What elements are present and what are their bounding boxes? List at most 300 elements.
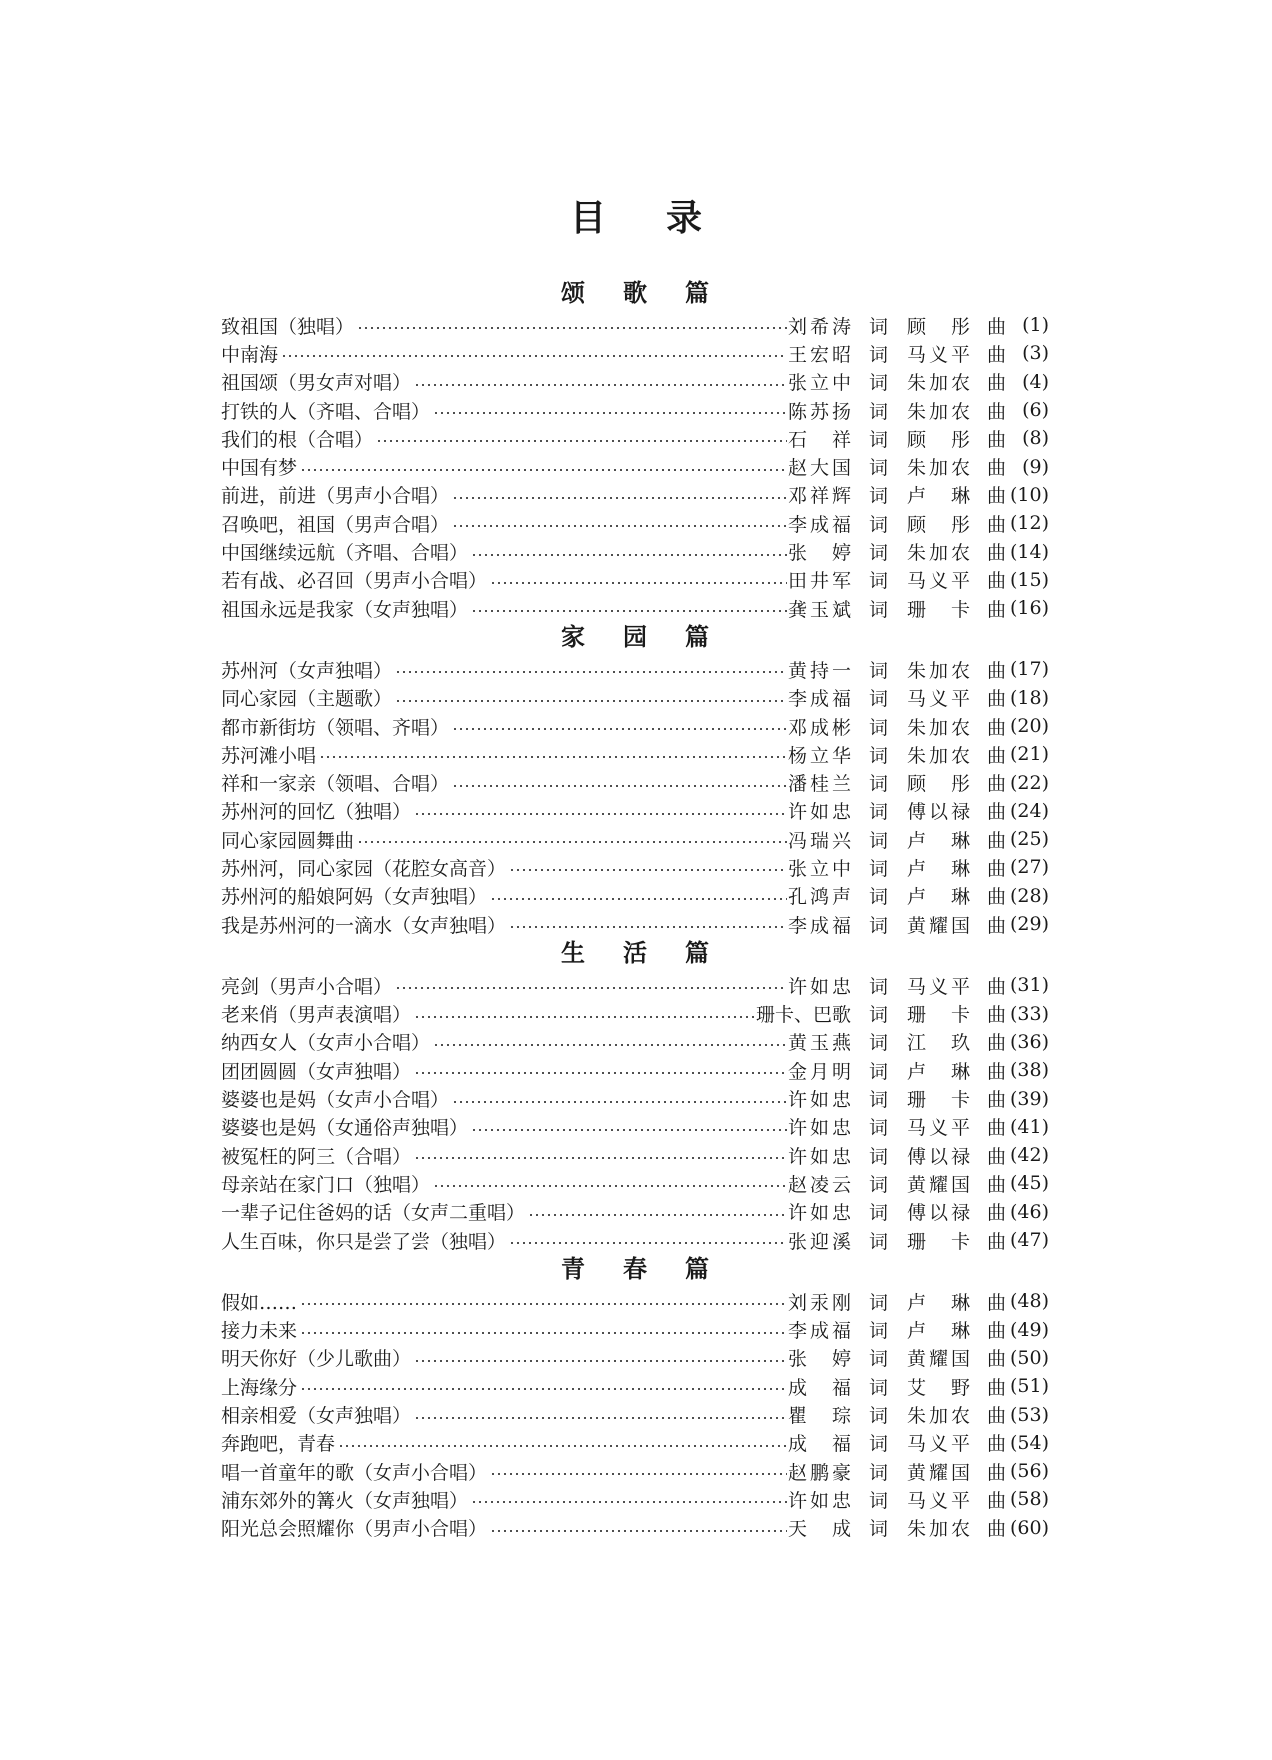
composer: 珊卡 bbox=[907, 598, 970, 621]
lyrics-label: 词 bbox=[869, 716, 889, 739]
toc-entry bbox=[221, 1169, 1049, 1197]
lyricist: 黄持一 bbox=[788, 659, 851, 682]
dot-leader bbox=[452, 496, 787, 500]
page-number: (50) bbox=[1009, 1346, 1049, 1369]
page-number: (17) bbox=[1009, 658, 1049, 681]
lyricist: 李成福 bbox=[788, 914, 851, 937]
dot-leader bbox=[414, 383, 787, 387]
music-label: 曲 bbox=[987, 1032, 1007, 1055]
song-title: 亮剑（男声小合唱） bbox=[221, 975, 393, 998]
page-number: (36) bbox=[1009, 1030, 1049, 1053]
page-number: (60) bbox=[1009, 1516, 1049, 1539]
section-heading: 颂歌篇 bbox=[561, 278, 747, 307]
song-title: 致祖国（独唱） bbox=[221, 315, 355, 338]
dot-leader bbox=[509, 1241, 787, 1245]
composer: 卢琳 bbox=[907, 829, 970, 852]
page-number: (41) bbox=[1009, 1115, 1049, 1138]
composer: 朱加农 bbox=[907, 542, 970, 565]
page-number: (46) bbox=[1009, 1200, 1049, 1223]
dot-leader bbox=[357, 326, 787, 330]
lyrics-label: 词 bbox=[869, 744, 889, 767]
dot-leader bbox=[433, 1043, 787, 1047]
lyricist: 赵凌云 bbox=[788, 1173, 851, 1196]
music-label: 曲 bbox=[987, 1060, 1007, 1083]
page-number: (21) bbox=[1009, 743, 1049, 766]
toc-entry bbox=[221, 1316, 1049, 1344]
dot-leader bbox=[319, 755, 787, 759]
composer: 卢琳 bbox=[907, 1291, 970, 1314]
composer: 卢琳 bbox=[907, 1060, 970, 1083]
toc-entry bbox=[221, 1485, 1049, 1513]
composer: 江玖 bbox=[907, 1032, 970, 1055]
toc-entry bbox=[221, 1198, 1049, 1226]
music-label: 曲 bbox=[987, 773, 1007, 796]
music-label: 曲 bbox=[987, 1117, 1007, 1140]
page-number: (33) bbox=[1009, 1002, 1049, 1025]
lyrics-label: 词 bbox=[869, 1004, 889, 1027]
toc-entry bbox=[221, 509, 1049, 537]
lyricist: 成福 bbox=[788, 1433, 851, 1456]
music-label: 曲 bbox=[987, 1145, 1007, 1168]
lyricist: 李成福 bbox=[788, 513, 851, 536]
page-number: (47) bbox=[1009, 1229, 1049, 1252]
song-title: 奔跑吧，青春 bbox=[221, 1433, 336, 1456]
composer: 马义平 bbox=[907, 1433, 970, 1456]
composer: 黄耀国 bbox=[907, 1461, 970, 1484]
lyrics-label: 词 bbox=[869, 801, 889, 824]
song-title: 假如…… bbox=[221, 1291, 298, 1314]
composer: 朱加农 bbox=[907, 1405, 970, 1428]
page-number: (24) bbox=[1009, 799, 1049, 822]
dot-leader bbox=[433, 411, 787, 415]
section-heading: 青春篇 bbox=[561, 1254, 747, 1284]
lyricist: 许如忠 bbox=[788, 975, 851, 998]
toc-entry bbox=[221, 1226, 1049, 1254]
music-label: 曲 bbox=[987, 598, 1007, 621]
lyrics-label: 词 bbox=[869, 485, 889, 508]
toc-entry bbox=[221, 712, 1049, 740]
song-title: 母亲站在家门口（独唱） bbox=[221, 1173, 431, 1196]
page-number: (51) bbox=[1009, 1375, 1049, 1398]
lyrics-label: 词 bbox=[869, 659, 889, 682]
music-label: 曲 bbox=[987, 1461, 1007, 1484]
lyrics-label: 词 bbox=[869, 1348, 889, 1371]
lyrics-label: 词 bbox=[869, 372, 889, 395]
lyrics-label: 词 bbox=[869, 688, 889, 711]
toc-entry bbox=[221, 910, 1049, 938]
dot-leader bbox=[452, 784, 787, 788]
lyricist: 陈苏扬 bbox=[788, 400, 851, 423]
dot-leader bbox=[490, 1529, 787, 1533]
lyricist: 许如忠 bbox=[788, 801, 851, 824]
dot-leader bbox=[300, 1302, 787, 1306]
song-title: 苏河滩小唱 bbox=[221, 744, 317, 767]
page-number: (48) bbox=[1009, 1290, 1049, 1313]
toc-entry bbox=[221, 797, 1049, 825]
lyricist: 珊卡、巴歌 bbox=[755, 1004, 851, 1027]
lyricist: 邓成彬 bbox=[788, 716, 851, 739]
music-label: 曲 bbox=[987, 744, 1007, 767]
lyricist: 许如忠 bbox=[788, 1202, 851, 1225]
song-title: 我们的根（合唱） bbox=[221, 428, 374, 451]
dot-leader bbox=[414, 812, 787, 816]
song-title: 前进，前进（男声小合唱） bbox=[221, 485, 450, 508]
dot-leader bbox=[452, 727, 787, 731]
page-number: (9) bbox=[1022, 455, 1049, 478]
composer: 马义平 bbox=[907, 1489, 970, 1512]
music-label: 曲 bbox=[987, 570, 1007, 593]
dot-leader bbox=[471, 1500, 787, 1504]
toc-entry bbox=[221, 1514, 1049, 1542]
composer: 卢琳 bbox=[907, 886, 970, 909]
toc-entry bbox=[221, 594, 1049, 622]
song-title: 中国继续远航（齐唱、合唱） bbox=[221, 542, 469, 565]
toc-entry bbox=[221, 452, 1049, 480]
music-label: 曲 bbox=[987, 513, 1007, 536]
lyrics-label: 词 bbox=[869, 1433, 889, 1456]
composer: 顾彤 bbox=[907, 773, 970, 796]
composer: 卢琳 bbox=[907, 485, 970, 508]
lyrics-label: 词 bbox=[869, 1320, 889, 1343]
toc-entry bbox=[221, 1400, 1049, 1428]
composer: 马义平 bbox=[907, 1117, 970, 1140]
composer: 马义平 bbox=[907, 688, 970, 711]
song-title: 浦东郊外的篝火（女声独唱） bbox=[221, 1489, 469, 1512]
lyrics-label: 词 bbox=[869, 1117, 889, 1140]
page-number: (27) bbox=[1009, 856, 1049, 879]
song-title: 同心家园（主题歌） bbox=[221, 688, 393, 711]
lyrics-label: 词 bbox=[869, 1230, 889, 1253]
composer: 珊卡 bbox=[907, 1089, 970, 1112]
lyricist: 李成福 bbox=[788, 1320, 851, 1343]
music-label: 曲 bbox=[987, 1348, 1007, 1371]
dot-leader bbox=[452, 524, 787, 528]
page-number: (25) bbox=[1009, 828, 1049, 851]
lyricist: 石祥 bbox=[788, 428, 851, 451]
page-number: (14) bbox=[1009, 540, 1049, 563]
dot-leader bbox=[414, 1015, 755, 1019]
dot-leader bbox=[509, 868, 787, 872]
toc-entry bbox=[221, 768, 1049, 796]
dot-leader bbox=[490, 897, 787, 901]
composer: 黄耀国 bbox=[907, 1173, 970, 1196]
music-label: 曲 bbox=[987, 315, 1007, 338]
composer: 马义平 bbox=[907, 975, 970, 998]
page-number: (3) bbox=[1022, 342, 1049, 365]
dot-leader bbox=[490, 581, 787, 585]
dot-leader bbox=[471, 553, 787, 557]
lyrics-label: 词 bbox=[869, 570, 889, 593]
toc-entry bbox=[221, 825, 1049, 853]
lyrics-label: 词 bbox=[869, 1376, 889, 1399]
lyricist: 杨立华 bbox=[788, 744, 851, 767]
lyricist: 王宏昭 bbox=[788, 343, 851, 366]
dot-leader bbox=[395, 986, 787, 990]
music-label: 曲 bbox=[987, 1518, 1007, 1541]
music-label: 曲 bbox=[987, 801, 1007, 824]
song-title: 中南海 bbox=[221, 343, 279, 366]
dot-leader bbox=[281, 354, 787, 358]
song-title: 召唤吧，祖国（男声合唱） bbox=[221, 513, 450, 536]
song-title: 苏州河，同心家园（花腔女高音） bbox=[221, 857, 507, 880]
dot-leader bbox=[300, 468, 787, 472]
toc-entry bbox=[221, 537, 1049, 565]
page-number: (15) bbox=[1009, 568, 1049, 591]
composer: 朱加农 bbox=[907, 744, 970, 767]
music-label: 曲 bbox=[987, 975, 1007, 998]
lyricist: 瞿琮 bbox=[788, 1405, 851, 1428]
lyrics-label: 词 bbox=[869, 1060, 889, 1083]
lyricist: 刘希涛 bbox=[788, 315, 851, 338]
composer: 珊卡 bbox=[907, 1230, 970, 1253]
page-number: (4) bbox=[1022, 370, 1049, 393]
music-label: 曲 bbox=[987, 1405, 1007, 1428]
composer: 傅以禄 bbox=[907, 1202, 970, 1225]
dot-leader bbox=[509, 925, 787, 929]
dot-leader bbox=[414, 1416, 787, 1420]
song-title: 老来俏（男声表演唱） bbox=[221, 1004, 412, 1027]
toc-entry bbox=[221, 368, 1049, 396]
toc-entry bbox=[221, 655, 1049, 683]
lyrics-label: 词 bbox=[869, 773, 889, 796]
toc-entry bbox=[221, 853, 1049, 881]
lyricist: 成福 bbox=[788, 1376, 851, 1399]
composer: 朱加农 bbox=[907, 716, 970, 739]
song-title: 都市新街坊（领唱、齐唱） bbox=[221, 716, 450, 739]
toc-entry bbox=[221, 684, 1049, 712]
lyrics-label: 词 bbox=[869, 857, 889, 880]
composer: 朱加农 bbox=[907, 372, 970, 395]
song-title: 我是苏州河的一滴水（女声独唱） bbox=[221, 914, 507, 937]
lyricist: 龚玉斌 bbox=[788, 598, 851, 621]
dot-leader bbox=[414, 1071, 787, 1075]
dot-leader bbox=[300, 1387, 787, 1391]
page-number: (53) bbox=[1009, 1403, 1049, 1426]
lyricist: 冯瑞兴 bbox=[788, 829, 851, 852]
page-title: 目录 bbox=[569, 197, 762, 239]
page-number: (12) bbox=[1009, 512, 1049, 535]
toc-entry bbox=[221, 1457, 1049, 1485]
dot-leader bbox=[528, 1213, 787, 1217]
song-title: 阳光总会照耀你（男声小合唱） bbox=[221, 1518, 488, 1541]
composer: 顾彤 bbox=[907, 428, 970, 451]
lyrics-label: 词 bbox=[869, 315, 889, 338]
song-title: 明天你好（少儿歌曲） bbox=[221, 1348, 412, 1371]
song-title: 婆婆也是妈（女通俗声独唱） bbox=[221, 1117, 469, 1140]
music-label: 曲 bbox=[987, 428, 1007, 451]
toc-entry bbox=[221, 882, 1049, 910]
lyrics-label: 词 bbox=[869, 1089, 889, 1112]
lyrics-label: 词 bbox=[869, 1145, 889, 1168]
composer: 黄耀国 bbox=[907, 914, 970, 937]
toc-entry bbox=[221, 311, 1049, 339]
music-label: 曲 bbox=[987, 1089, 1007, 1112]
table-of-contents bbox=[221, 278, 1049, 1542]
lyrics-label: 词 bbox=[869, 1202, 889, 1225]
page-number: (10) bbox=[1009, 483, 1049, 506]
lyrics-label: 词 bbox=[869, 1461, 889, 1484]
dot-leader bbox=[395, 699, 787, 703]
composer: 黄耀国 bbox=[907, 1348, 970, 1371]
composer: 朱加农 bbox=[907, 1518, 970, 1541]
dot-leader bbox=[471, 609, 787, 613]
lyricist: 李成福 bbox=[788, 688, 851, 711]
song-title: 人生百味，你只是尝了尝（独唱） bbox=[221, 1230, 507, 1253]
lyricist: 张迎溪 bbox=[788, 1230, 851, 1253]
lyrics-label: 词 bbox=[869, 400, 889, 423]
music-label: 曲 bbox=[987, 1173, 1007, 1196]
music-label: 曲 bbox=[987, 542, 1007, 565]
lyrics-label: 词 bbox=[869, 1489, 889, 1512]
lyricist: 邓祥辉 bbox=[788, 485, 851, 508]
music-label: 曲 bbox=[987, 659, 1007, 682]
lyricist: 张立中 bbox=[788, 372, 851, 395]
section-heading: 生活篇 bbox=[561, 938, 747, 968]
toc-entry bbox=[221, 1000, 1049, 1028]
music-label: 曲 bbox=[987, 343, 1007, 366]
music-label: 曲 bbox=[987, 886, 1007, 909]
music-label: 曲 bbox=[987, 914, 1007, 937]
music-label: 曲 bbox=[987, 457, 1007, 480]
song-title: 若有战、必召回（男声小合唱） bbox=[221, 570, 488, 593]
lyricist: 金月明 bbox=[788, 1060, 851, 1083]
dot-leader bbox=[433, 1184, 787, 1188]
music-label: 曲 bbox=[987, 1320, 1007, 1343]
lyricist: 许如忠 bbox=[788, 1145, 851, 1168]
song-title: 一辈子记住爸妈的话（女声二重唱） bbox=[221, 1202, 526, 1225]
page-number: (39) bbox=[1009, 1087, 1049, 1110]
music-label: 曲 bbox=[987, 1004, 1007, 1027]
music-label: 曲 bbox=[987, 1230, 1007, 1253]
page-number: (54) bbox=[1009, 1431, 1049, 1454]
lyrics-label: 词 bbox=[869, 343, 889, 366]
dot-leader bbox=[414, 1359, 787, 1363]
section-heading: 家园篇 bbox=[561, 622, 747, 652]
composer: 马义平 bbox=[907, 570, 970, 593]
lyrics-label: 词 bbox=[869, 1173, 889, 1196]
toc-entry bbox=[221, 339, 1049, 367]
song-title: 祖国永远是我家（女声独唱） bbox=[221, 598, 469, 621]
song-title: 打铁的人（齐唱、合唱） bbox=[221, 400, 431, 423]
toc-entry bbox=[221, 1113, 1049, 1141]
dot-leader bbox=[338, 1444, 787, 1448]
song-title: 婆婆也是妈（女声小合唱） bbox=[221, 1089, 450, 1112]
dot-leader bbox=[395, 670, 787, 674]
lyrics-label: 词 bbox=[869, 829, 889, 852]
toc-entry bbox=[221, 971, 1049, 999]
toc-entry bbox=[221, 1141, 1049, 1169]
page-number: (1) bbox=[1022, 314, 1049, 337]
toc-entry bbox=[221, 1344, 1049, 1372]
music-label: 曲 bbox=[987, 485, 1007, 508]
toc-entry bbox=[221, 566, 1049, 594]
lyricist: 许如忠 bbox=[788, 1089, 851, 1112]
lyrics-label: 词 bbox=[869, 1291, 889, 1314]
toc-entry bbox=[221, 740, 1049, 768]
lyricist: 孔鸿声 bbox=[788, 886, 851, 909]
page-number: (29) bbox=[1009, 913, 1049, 936]
dot-leader bbox=[471, 1128, 787, 1132]
page-number: (49) bbox=[1009, 1318, 1049, 1341]
composer: 顾彤 bbox=[907, 315, 970, 338]
composer: 马义平 bbox=[907, 343, 970, 366]
lyricist: 潘桂兰 bbox=[788, 773, 851, 796]
lyrics-label: 词 bbox=[869, 1405, 889, 1428]
lyrics-label: 词 bbox=[869, 542, 889, 565]
music-label: 曲 bbox=[987, 716, 1007, 739]
composer: 傅以禄 bbox=[907, 801, 970, 824]
lyricist: 黄玉燕 bbox=[788, 1032, 851, 1055]
toc-entry bbox=[221, 1084, 1049, 1112]
lyrics-label: 词 bbox=[869, 1032, 889, 1055]
dot-leader bbox=[357, 840, 787, 844]
song-title: 苏州河（女声独唱） bbox=[221, 659, 393, 682]
song-title: 苏州河的回忆（独唱） bbox=[221, 801, 412, 824]
lyricist: 天成 bbox=[788, 1518, 851, 1541]
song-title: 唱一首童年的歌（女声小合唱） bbox=[221, 1461, 488, 1484]
page-number: (56) bbox=[1009, 1460, 1049, 1483]
page-number: (8) bbox=[1022, 427, 1049, 450]
composer: 顾彤 bbox=[907, 513, 970, 536]
toc-entry bbox=[221, 1028, 1049, 1056]
lyricist: 张立中 bbox=[788, 857, 851, 880]
page-number: (6) bbox=[1022, 399, 1049, 422]
composer: 艾野 bbox=[907, 1376, 970, 1399]
page-number: (42) bbox=[1009, 1144, 1049, 1167]
page-number: (38) bbox=[1009, 1059, 1049, 1082]
music-label: 曲 bbox=[987, 400, 1007, 423]
lyricist: 田井军 bbox=[788, 570, 851, 593]
song-title: 中国有梦 bbox=[221, 457, 298, 480]
composer: 卢琳 bbox=[907, 857, 970, 880]
music-label: 曲 bbox=[987, 1433, 1007, 1456]
page-number: (22) bbox=[1009, 771, 1049, 794]
composer: 朱加农 bbox=[907, 457, 970, 480]
dot-leader bbox=[414, 1156, 787, 1160]
lyrics-label: 词 bbox=[869, 428, 889, 451]
toc-entry bbox=[221, 1287, 1049, 1315]
lyrics-label: 词 bbox=[869, 914, 889, 937]
music-label: 曲 bbox=[987, 688, 1007, 711]
lyricist: 赵大国 bbox=[788, 457, 851, 480]
lyrics-label: 词 bbox=[869, 886, 889, 909]
composer: 珊卡 bbox=[907, 1004, 970, 1027]
song-title: 祖国颂（男女声对唱） bbox=[221, 372, 412, 395]
song-title: 祥和一家亲（领唱、合唱） bbox=[221, 773, 450, 796]
lyricist: 张婷 bbox=[788, 542, 851, 565]
toc-entry bbox=[221, 1429, 1049, 1457]
lyrics-label: 词 bbox=[869, 975, 889, 998]
page-number: (18) bbox=[1009, 686, 1049, 709]
composer: 傅以禄 bbox=[907, 1145, 970, 1168]
lyrics-label: 词 bbox=[869, 598, 889, 621]
song-title: 被冤枉的阿三（合唱） bbox=[221, 1145, 412, 1168]
page-number: (45) bbox=[1009, 1172, 1049, 1195]
composer: 朱加农 bbox=[907, 659, 970, 682]
lyricist: 许如忠 bbox=[788, 1117, 851, 1140]
dot-leader bbox=[490, 1472, 787, 1476]
music-label: 曲 bbox=[987, 372, 1007, 395]
dot-leader bbox=[300, 1331, 787, 1335]
page-number: (31) bbox=[1009, 974, 1049, 997]
page-number: (16) bbox=[1009, 597, 1049, 620]
song-title: 苏州河的船娘阿妈（女声独唱） bbox=[221, 886, 488, 909]
lyrics-label: 词 bbox=[869, 1518, 889, 1541]
toc-entry bbox=[221, 424, 1049, 452]
lyricist: 许如忠 bbox=[788, 1489, 851, 1512]
lyrics-label: 词 bbox=[869, 457, 889, 480]
composer: 朱加农 bbox=[907, 400, 970, 423]
